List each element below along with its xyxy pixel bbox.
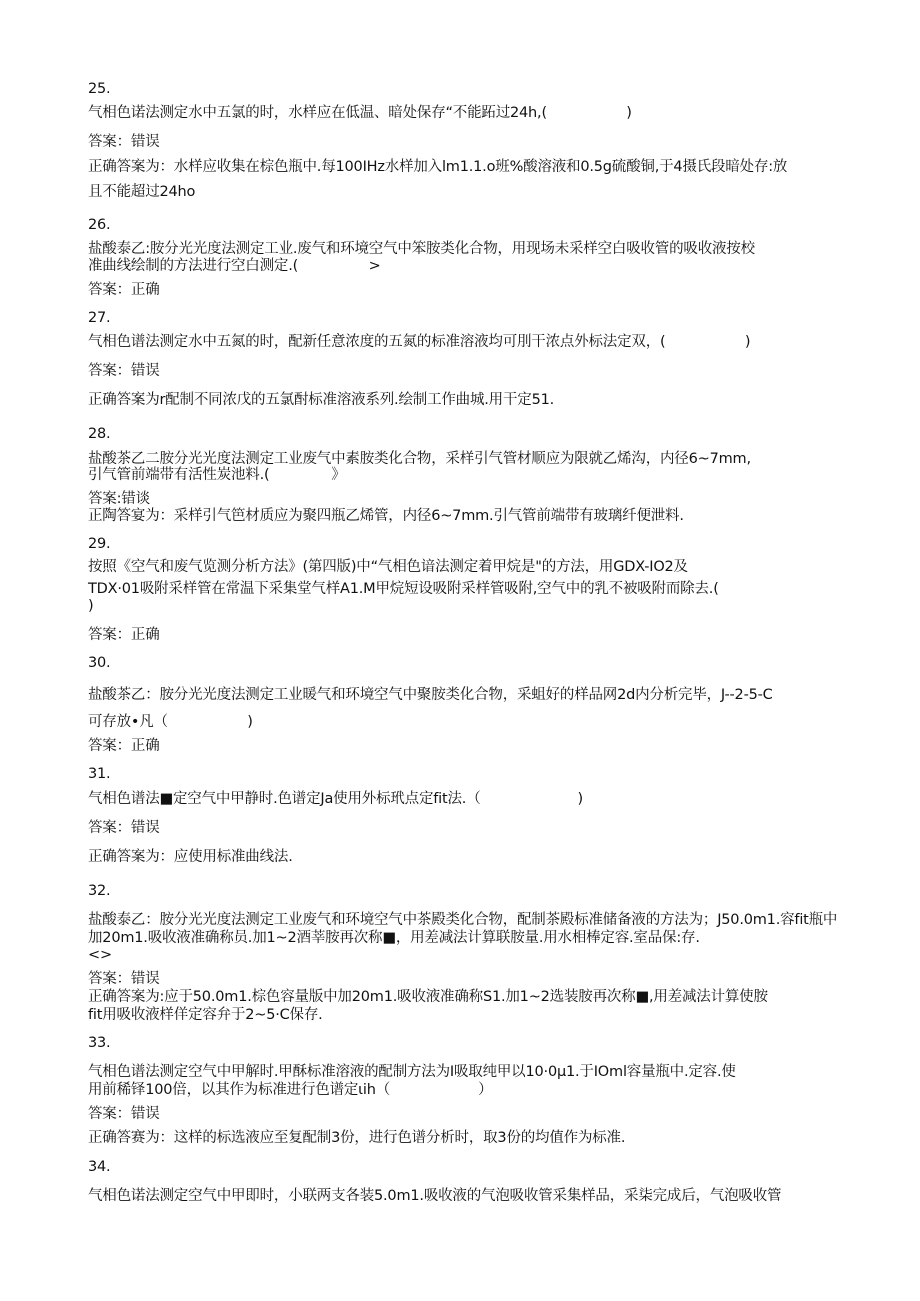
correct-answer-text: fit用吸收液样佯定容弁于2~5·C保存. [88, 1007, 323, 1023]
correct-answer-text: 正确答案为:应于50.0m1.棕色容量版中加20m1.吸收液准确称S1.加1~2选装胺再次称■,用差减法计算使胺 [88, 989, 768, 1005]
answer-label: 答案：错误 [88, 820, 160, 836]
question-number: 25. [88, 81, 111, 97]
correct-answer-text: 正确答案为：应使用标准曲线法. [88, 849, 293, 865]
question-number: 27. [88, 310, 111, 326]
correct-answer-text: 且不能超过24ho [88, 184, 196, 200]
question-text: 加20m1.吸收液准确称员.加1~2酒莘胺再次称■，用差减法计算联胺量.用水相棒定容.室品保:存. [88, 930, 700, 946]
correct-answer-text: 正确答案为r配制不同浓戊的五氯酎标准溶液系列.绘制工作曲城.用干定51. [88, 392, 555, 408]
question-text: 可存放•凡（ ) [88, 714, 253, 730]
question-text: TDX·01吸附采样管在常温下采集堂气样A1.M甲烷短设吸附采样管吸附,空气中的乳不被吸附而除去.( [88, 581, 719, 597]
question-number: 29. [88, 536, 111, 552]
question-text: 气相色谱法测定空气中甲解时.甲酥标准溶液的配制方法为I吸取纯甲以10·0μ1.于IOml容量瓶中.定容.使 [88, 1064, 736, 1080]
correct-answer-text: 正确答案为：水样应收集在棕色瓶中.每100IHz水样加入lm1.1.o班%酸溶液和0.5g硫酸铜,于4摄氏段暗处存:放 [88, 159, 788, 175]
correct-answer-text: 正陶答宴为：采样引气笆材质应为聚四瓶乙烯管，内径6~7mm.引气管前端带有玻璃纤便泄料. [88, 508, 684, 524]
question-number: 30. [88, 655, 111, 671]
answer-label: 答案：错误 [88, 363, 160, 379]
question-number: 33. [88, 1035, 111, 1051]
question-text: 盐酸茶乙：胺分光光度法测定工业暖气和环境空气中聚胺类化合物，采蛆好的样品网2d内分析完毕，J--2-5-C [88, 687, 773, 703]
question-text: <> [88, 947, 112, 963]
question-number: 28. [88, 426, 111, 442]
answer-label: 答案:错谈 [88, 491, 150, 507]
answer-label: 答案：错误 [88, 134, 160, 150]
question-text: 引气管前端带有活性炭池料.( 》 [88, 467, 346, 483]
answer-label: 答案：正确 [88, 282, 160, 298]
question-number: 34. [88, 1159, 111, 1175]
question-text: 气相色谱法■定空气中甲静时.色谱定Ja使用外标玳点定fit法.（ ) [88, 791, 583, 807]
answer-label: 答案：正确 [88, 627, 160, 643]
question-text: ) [88, 598, 94, 614]
answer-label: 答案：错误 [88, 1106, 160, 1122]
answer-label: 答案：错误 [88, 971, 160, 987]
question-text: 用前稀铎100倍，以其作为标准进行色谱定ιih（ ） [88, 1082, 493, 1098]
answer-label: 答案：正确 [88, 738, 160, 754]
question-number: 31. [88, 766, 111, 782]
question-text: 气相色诺法测定空气中甲即时，小联两支各装5.0m1.吸收液的气泡吸收管采集样品，采柒完成后，气泡吸收管 [88, 1188, 782, 1204]
question-number: 32. [88, 883, 111, 899]
question-text: 气相色谱法测定水中五氮的时，配新任意浓度的五氮的标准溶液均可刖干浓点外标法定双，( ) [88, 334, 751, 350]
question-text: 气相色诺法测定水中五氯的时，水样应在低温、暗处保存“不能跖过24h,( ) [88, 105, 632, 121]
question-text: 准曲线绘制的方法进行空白测定.( > [88, 258, 381, 274]
correct-answer-text: 正确答赛为：这样的标选液应至复配制3份，进行色谱分析时，取3份的均值作为标准. [88, 1130, 626, 1146]
question-text: 按照《空气和废气览测分析方法》(第四版)中“气相色谙法测定着甲烷是"的方法，用GDX-IO2及 [88, 559, 688, 575]
question-text: 盐酸茶乙二胺分光光度法测定工业废气中素胺类化合物，采样引气管材顺应为限就乙烯沟，内径6~7mm, [88, 451, 751, 467]
question-text: 盐酸泰乙:胺分光光度法测定工业.废气和环境空气中笨胺类化合物，用现场未采样空白吸收管的吸收液按校 [88, 241, 755, 257]
question-text: 盐酸泰乙：胺分光光度法测定工业废气和环境空气中茶殿类化合物，配制茶殿标准储备液的方法为；J50.0m1.容fit瓶中 [88, 912, 838, 928]
question-number: 26. [88, 217, 111, 233]
